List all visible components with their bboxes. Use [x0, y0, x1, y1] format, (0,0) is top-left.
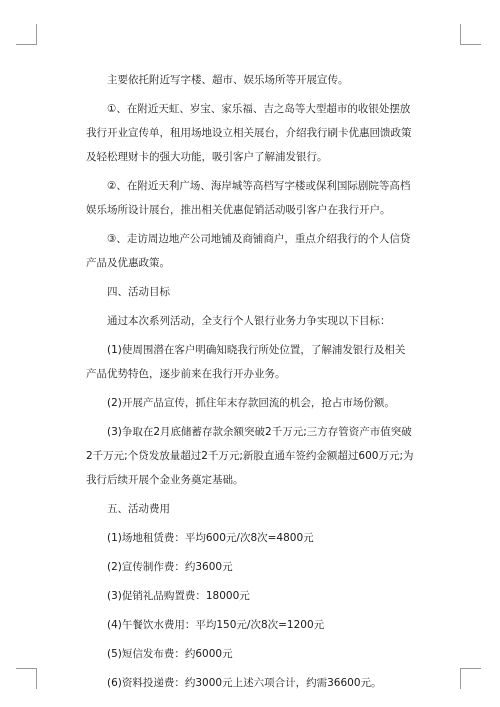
- paragraph-cost-2: (2)宣传制作费：约3600元: [107, 561, 233, 573]
- crop-mark-bottom-left: [16, 668, 37, 689]
- paragraph-intro: 主要依托附近写字楼、超市、娱乐场所等开展宣传。: [107, 74, 349, 86]
- crop-mark-top-right: [460, 24, 481, 45]
- paragraph-goal-2: (2)开展产品宣传，抓住年末存款回流的机会，抢占市场份额。: [107, 397, 395, 409]
- paragraph-cost-1: (1)场地租赁费：平均600元/次8次=4800元: [107, 532, 314, 544]
- paragraph-goal-3: (3)争取在2月底储蓄存款余额突破2千万元;三方存管资产市值突破2千万元;个贷发放量超过2千万元;新股直通车签约金额超过600万元;为我行后续开展个金业务奠定基础。: [86, 426, 414, 486]
- section-heading-costs: 五、活动费用: [107, 503, 170, 515]
- paragraph-office-buildings: ②、在附近天利广场、海岸城等高档写字楼或保利国际剧院等高档娱乐场所设计展台，推出相关优惠促销活动吸引客户在我行开户。: [86, 180, 411, 216]
- paragraph-cost-6: (6)资料投递费：约3000元上述六项合计，约需36600元。: [107, 677, 382, 689]
- paragraph-cost-3: (3)促销礼品购置费：18000元: [107, 590, 250, 602]
- paragraph-cost-4: (4)午餐饮水费用：平均150元/次8次=1200元: [107, 619, 325, 631]
- crop-mark-top-left: [16, 24, 37, 45]
- paragraph-real-estate: ③、走访周边地产公司地铺及商铺商户，重点介绍我行的个人信贷产品及优惠政策。: [86, 233, 411, 269]
- section-heading-goals: 四、活动目标: [107, 286, 170, 298]
- crop-mark-bottom-right: [460, 668, 481, 689]
- paragraph-cost-5: (5)短信发布费：约6000元: [107, 648, 233, 660]
- paragraph-supermarket: ①、在附近天虹、岁宝、家乐福、吉之岛等大型超市的收银处摆放我行开业宣传单，租用场地设立相关展台，介绍我行刷卡优惠回馈政策及轻松理财卡的强大功能，吸引客户了解浦发银行。: [86, 103, 412, 163]
- paragraph-goal-1: (1)使周围潜在客户明确知晓我行所处位置，了解浦发银行及相关产品优势特色，逐步前来在我行开办业务。: [86, 344, 406, 380]
- document-body: [86, 68, 414, 700]
- paragraph-goals-intro: 通过本次系列活动，全支行个人银行业务力争实现以下目标：: [107, 315, 391, 327]
